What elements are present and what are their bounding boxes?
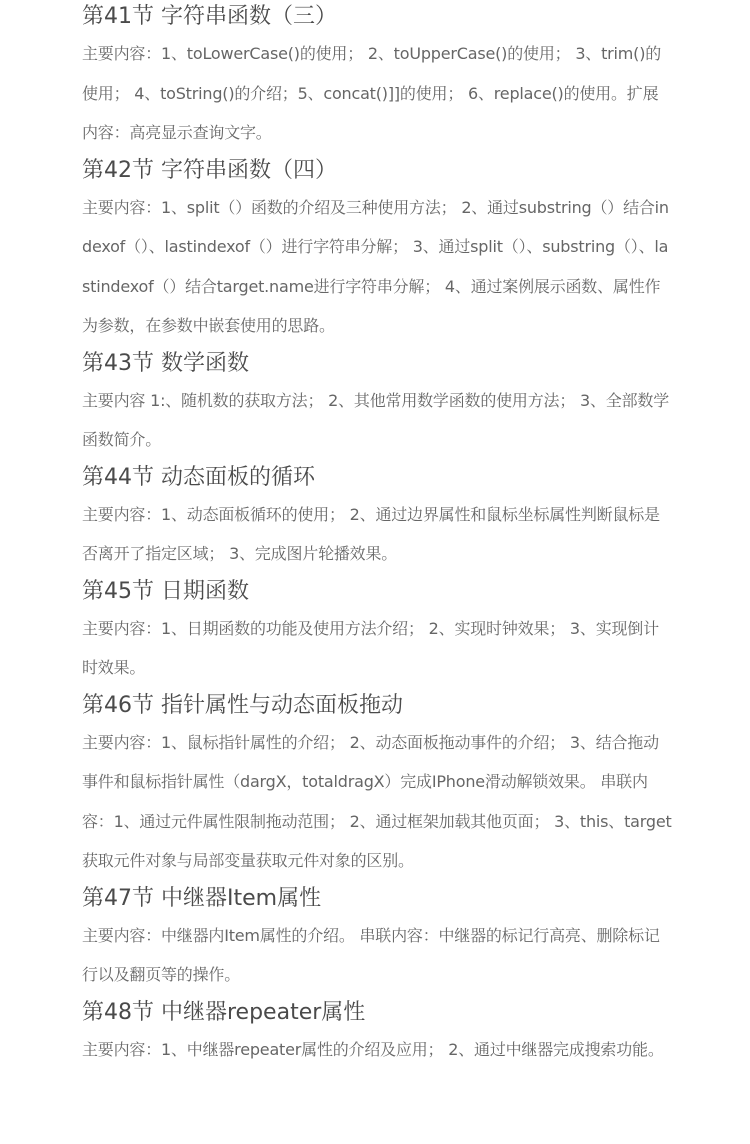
section-body: 主要内容 1:、随机数的获取方法； 2、其他常用数学函数的使用方法； 3、全部数学函数简介。 bbox=[82, 390, 669, 449]
section-46 bbox=[82, 689, 672, 881]
section-body: 主要内容：1、toLowerCase()的使用； 2、toUpperCase()的使用； 3、trim()的使用； 4、toString()的介绍；5、concat()]]的使用； 6、replace()的使用。扩展内容：高亮显示查询文字。 bbox=[82, 44, 662, 142]
section-title: 第46节 指针属性与动态面板拖动 bbox=[82, 692, 403, 718]
section-42 bbox=[82, 154, 672, 346]
section-title: 第43节 数学函数 bbox=[82, 350, 249, 376]
section-body: 主要内容：中继器内Item属性的介绍。 串联内容：中继器的标记行高亮、删除标记行以及翻页等的操作。 bbox=[82, 925, 660, 984]
section-body: 主要内容：1、日期函数的功能及使用方法介绍； 2、实现时钟效果； 3、实现倒计时效果。 bbox=[82, 618, 659, 677]
section-47 bbox=[82, 882, 672, 995]
section-body: 主要内容：1、split（）函数的介绍及三种使用方法； 2、通过substring（）结合indexof（）、lastindexof（）进行字符串分解； 3、通过split（）、substring（）、lastindexof（）结合target.name进行字符串分解； 4、通过案例展示函数、属性作为参数，在参数中嵌套使用的思路。 bbox=[82, 197, 669, 335]
section-43 bbox=[82, 347, 672, 460]
section-41 bbox=[82, 0, 672, 153]
section-title: 第44节 动态面板的循环 bbox=[82, 464, 315, 490]
section-body: 主要内容：1、中继器repeater属性的介绍及应用； 2、通过中继器完成搜索功能。 bbox=[82, 1039, 664, 1059]
section-45 bbox=[82, 575, 672, 688]
course-outline bbox=[82, 0, 672, 1070]
section-title: 第47节 中继器Item属性 bbox=[82, 885, 322, 911]
section-title: 第48节 中继器repeater属性 bbox=[82, 999, 366, 1025]
section-body: 主要内容：1、鼠标指针属性的介绍； 2、动态面板拖动事件的介绍； 3、结合拖动事件和鼠标指针属性（dargX，totaldragX）完成IPhone滑动解锁效果。 串联内容：1、通过元件属性限制拖动范围； 2、通过框架加载其他页面； 3、this、target获取元件对象与局部变量获取元件对象的区别。 bbox=[82, 732, 672, 870]
section-title: 第45节 日期函数 bbox=[82, 578, 249, 604]
section-44 bbox=[82, 461, 672, 574]
section-48 bbox=[82, 996, 672, 1070]
section-title: 第41节 字符串函数（三） bbox=[82, 4, 337, 29]
section-body: 主要内容：1、动态面板循环的使用； 2、通过边界属性和鼠标坐标属性判断鼠标是否离开了指定区域； 3、完成图片轮播效果。 bbox=[82, 504, 660, 563]
section-title: 第42节 字符串函数（四） bbox=[82, 157, 337, 183]
